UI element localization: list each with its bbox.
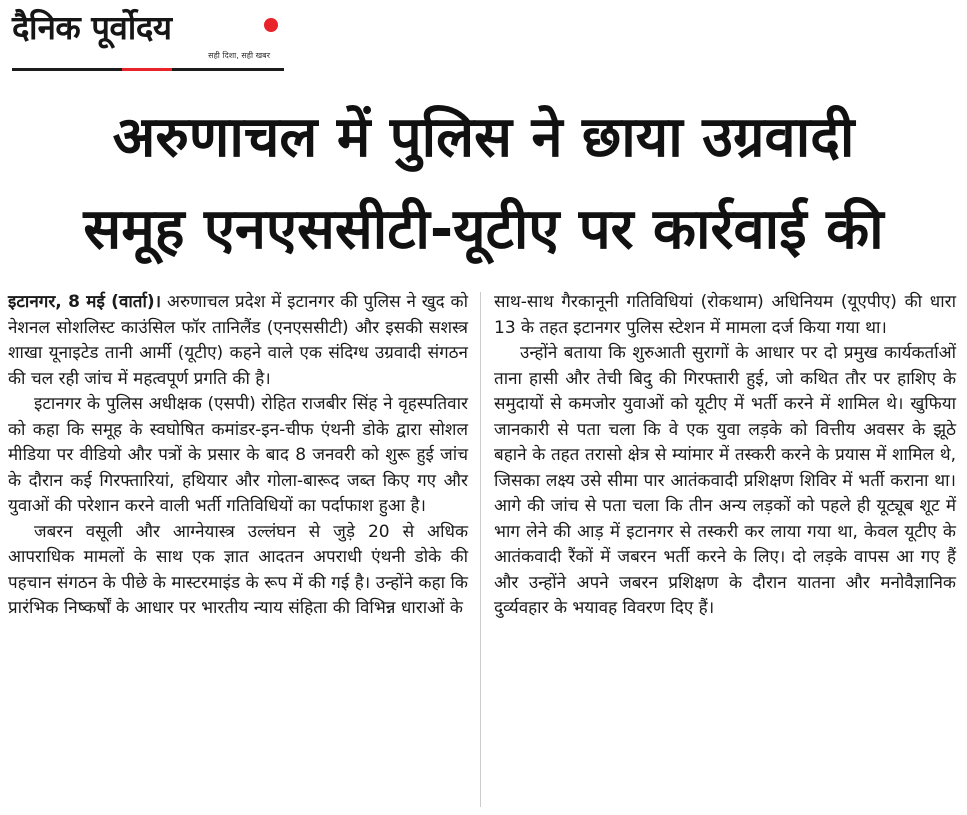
headline-line-1: अरुणाचल में पुलिस ने छाया उग्रवादी	[112, 105, 855, 170]
article-column-left	[8, 290, 468, 622]
article-paragraph: जबरन वसूली और आग्नेयास्त्र उल्लंघन से जुड़े 20 से अधिक आपराधिक मामलों के साथ एक ज्ञात आदतन अपराधी एंथनी डोके की पहचान संगठन के पीछे के मास्टरमाइंड के रूप में की गई है। उन्होंने कहा कि प्रारंभिक निष्कर्षों के आधार पर भारतीय न्याय संहिता की विभिन्न धाराओं के	[8, 521, 468, 618]
masthead	[12, 6, 284, 70]
masthead-dot-icon	[264, 18, 278, 32]
article-paragraph: इटानगर के पुलिस अधीक्षक (एसपी) रोहित राजबीर सिंह ने वृहस्पतिवार को कहा कि समूह के स्वघोषित कमांडर-इन-चीफ एंथनी डोके द्वारा सोशल मीडिया पर वीडियो और पत्रों के प्रसार के बाद 8 जनवरी को शुरू हुई जांच के दौरान कई गिरफ्तारियां, हथियार और गोला-बारूद जब्त किए गए और युवाओं की परेशान करने वाली भर्ती गतिविधियों का पर्दाफाश हुआ है।	[8, 394, 468, 516]
article-paragraph	[8, 290, 468, 392]
masthead-name: दैनिक पूर्वोदय	[12, 8, 172, 47]
dateline: इटानगर, 8 मई (वार्ता)।	[8, 292, 162, 312]
headline	[0, 92, 967, 276]
masthead-tagline: सही दिशा, सही खबर	[208, 51, 270, 60]
article-paragraph: साथ-साथ गैरकानूनी गतिविधियां (रोकथाम) अधिनियम (यूएपीए) की धारा 13 के तहत इटानगर पुलिस स्टेशन में मामला दर्ज किया गया था।	[494, 292, 956, 338]
masthead-rule-accent	[122, 68, 172, 71]
article-column-right	[494, 290, 956, 622]
paragraph-text: अरुणाचल प्रदेश में इटानगर की पुलिस ने खुद को नेशनल सोशलिस्ट काउंसिल फॉर तानिलैंड (एनएससीटी) और इसकी सशस्त्र शाखा यूनाइटेड तानी आर्मी (यूटीए) कहने वाले एक संदिग्ध उग्रवादी संगठन की चल रही जांच में महत्वपूर्ण प्रगति की है।	[8, 292, 469, 389]
headline-line-2: समूह एनएससीटी-यूटीए पर कार्रवाई की	[83, 197, 884, 262]
column-divider	[480, 292, 481, 807]
article-paragraph: उन्होंने बताया कि शुरुआती सुरागों के आधार पर दो प्रमुख कार्यकर्ताओं ताना हासी और तेची बिदु की गिरफ्तारी हुई, जो कथित तौर पर हाशिए के समुदायों से कमजोर युवाओं को यूटीए में भर्ती करने में शामिल थे। खुफिया जानकारी से पता चला कि वे एक युवा लड़के को वित्तीय अवसर के झूठे बहाने के तहत तरासो क्षेत्र से म्यांमार में तस्करी करने के प्रयास में शामिल थे, जिसका लक्ष्य उसे सीमा पार आतंकवादी प्रशिक्षण शिविर में भर्ती कराना था। आगे की जांच से पता चला कि तीन अन्य लड़कों को पहले ही यूट्यूब शूट में भाग लेने की आड़ में इटानगर से तस्करी कर लाया गया था, केवल यूटीए के आतंकवादी रैंकों में जबरन भर्ती करने के लिए। दो लड़के वापस आ गए हैं और उन्होंने अपने जबरन प्रशिक्षण के दौरान यातना और मनोवैज्ञानिक दुर्व्यवहार के भयावह विवरण दिए हैं।	[494, 343, 956, 618]
